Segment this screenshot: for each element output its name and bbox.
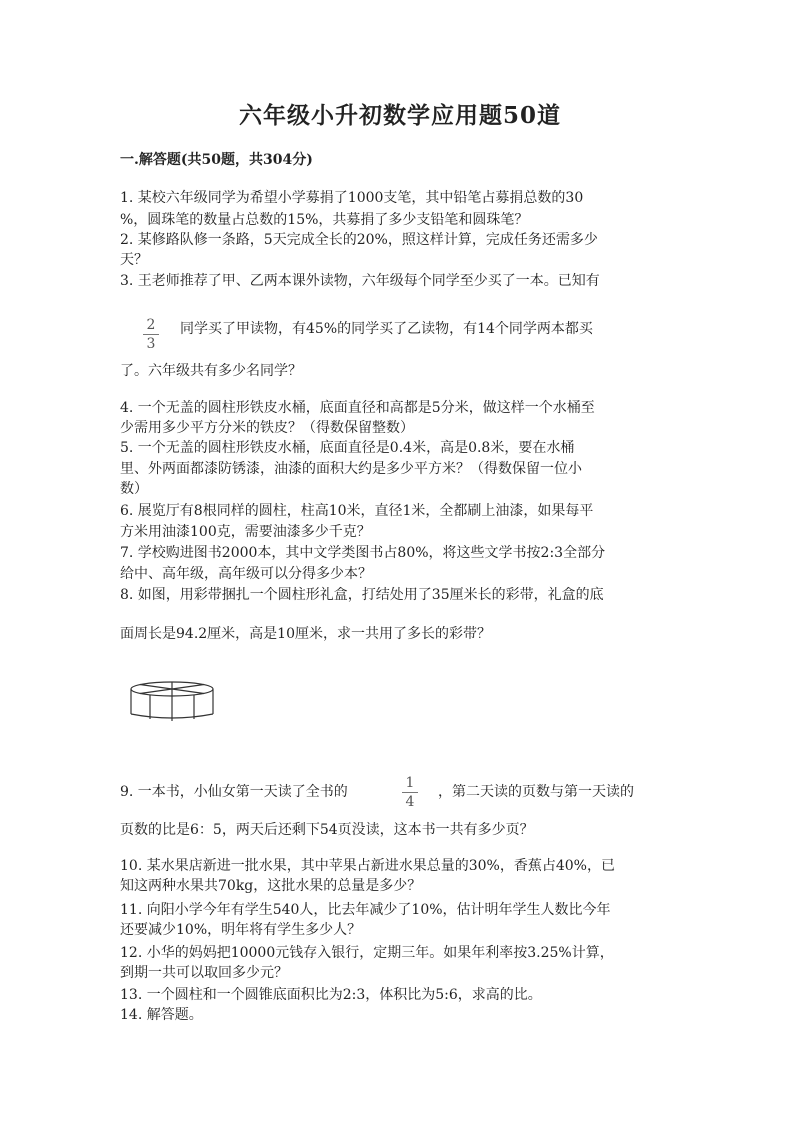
q2-line-2: 天？ (120, 252, 148, 268)
q3-line-1: 3. 王老师推荐了甲、乙两本课外读物，六年级每个同学至少买了一本。已知有 (120, 273, 600, 289)
q9-line-1: 9. 一本书，小仙女第一天读了全书的 (120, 784, 348, 800)
q9-fraction-numerator: 1 (402, 776, 418, 793)
q1-line-1: 1. 某校六年级同学为希望小学募捐了1000支笔，其中铅笔占募捐总数的30 (120, 190, 584, 206)
q5-line-1: 5. 一个无盖的圆柱形铁皮水桶，底面直径是0.4米，高是0.8米，要在水桶 (120, 440, 575, 456)
q7-line-1: 7. 学校购进图书2000本，其中文学类图书占80%，将这些文学书按2:3全部分 (120, 545, 606, 561)
q9-line-2: ，第二天读的页数与第一天读的 (438, 784, 634, 800)
q3-line-2: 同学买了甲读物，有45%的同学买了乙读物，有14个同学两本都买 (180, 321, 593, 337)
q3-fraction-numerator: 2 (143, 318, 159, 335)
q5-line-3: 数） (120, 481, 148, 497)
q3-fraction (143, 318, 159, 351)
q9-fraction (402, 776, 418, 809)
q9-fraction-denominator: 4 (405, 794, 415, 810)
q8-line-2: 面周长是94.2厘米，高是10厘米，求一共用了多长的彩带？ (120, 626, 491, 642)
q10-line-1: 10. 某水果店新进一批水果，其中苹果占新进水果总量的30%，香蕉占40%，已 (120, 858, 615, 874)
q6-line-1: 6. 展览厅有8根同样的圆柱，柱高10米，直径1米，全都刷上油漆，如果每平 (120, 503, 594, 519)
q2-line-1: 2. 某修路队修一条路，5天完成全长的20%，照这样计算，完成任务还需多少 (120, 232, 598, 248)
q13-line-1: 13. 一个圆柱和一个圆锥底面积比为2:3，体积比为5:6，求高的比。 (120, 987, 542, 1003)
q14-line-1: 14. 解答题。 (120, 1007, 203, 1023)
q9-line-3: 页数的比是6：5，两天后还剩下54页没读，这本书一共有多少页？ (120, 822, 534, 838)
q8-line-1: 8. 如图，用彩带捆扎一个圆柱形礼盒，打结处用了35厘米长的彩带，礼盒的底 (120, 587, 604, 603)
q11-line-1: 11. 向阳小学今年有学生540人，比去年减少了10%，估计明年学生人数比今年 (120, 902, 611, 918)
q3-line-3: 了。六年级共有多少名同学？ (120, 363, 302, 379)
q1-line-2: %，圆珠笔的数量占总数的15%，共募捐了多少支铅笔和圆珠笔？ (120, 212, 529, 228)
cylinder-gift-box-figure (128, 680, 218, 722)
q6-line-2: 方米用油漆100克，需要油漆多少千克？ (120, 524, 371, 540)
q11-line-2: 还要减少10%，明年将有学生多少人？ (120, 922, 362, 938)
page-title: 六年级小升初数学应用题50道 (238, 102, 561, 129)
q12-line-2: 到期一共可以取回多少元？ (120, 965, 288, 981)
q5-line-2: 里、外两面都漆防锈漆，油漆的面积大约是多少平方米？（得数保留一位小 (120, 461, 582, 477)
q12-line-1: 12. 小华的妈妈把10000元钱存入银行，定期三年。如果年利率按3.25%计算， (120, 945, 614, 961)
q4-line-1: 4. 一个无盖的圆柱形铁皮水桶，底面直径和高都是5分米，做这样一个水桶至 (120, 400, 595, 416)
q4-line-2: 少需用多少平方分米的铁皮？（得数保留整数） (120, 420, 414, 436)
q7-line-2: 给中、高年级，高年级可以分得多少本？ (120, 566, 372, 582)
q10-line-2: 知这两种水果共70kg，这批水果的总量是多少？ (120, 878, 422, 894)
section-heading: 一.解答题(共50题，共304分) (120, 152, 313, 168)
q3-fraction-denominator: 3 (146, 336, 156, 352)
